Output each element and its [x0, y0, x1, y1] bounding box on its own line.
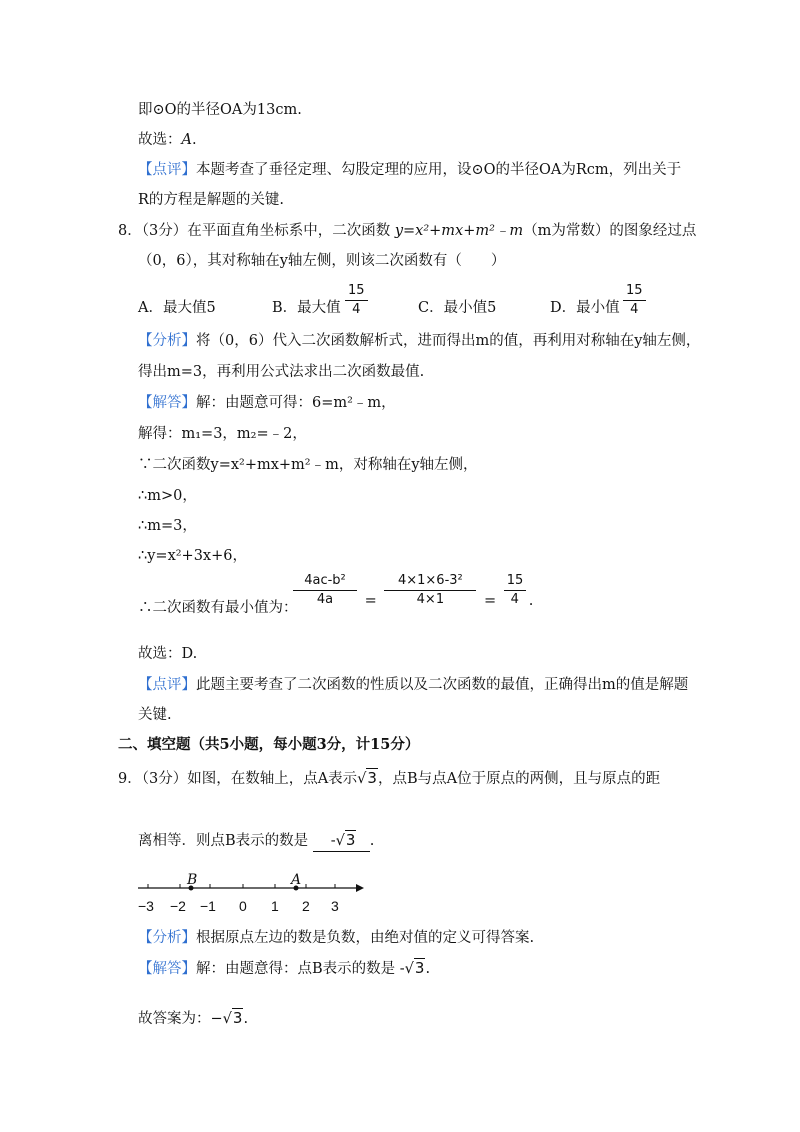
q8-formula: $\frac{\text{4ac-b²}}{4a}$ = $\frac{\text{4×1×6-3²}}{4\times 1}$ = $\frac{15}{4}$ . — [290, 572, 533, 609]
number-line-axis — [138, 878, 368, 898]
tick-label: −2 — [170, 898, 186, 914]
q8-option-a: A．最大值5 — [138, 300, 216, 316]
q8-answer-step: ∴m=3， — [138, 518, 197, 534]
comment-tag: 【点评】 — [138, 162, 196, 178]
q9-final: 故答案为：−√3. — [138, 1009, 249, 1027]
q8-comment-cont: 关键. — [138, 707, 172, 723]
tick-label: −3 — [138, 898, 154, 914]
q8-choice: 故选：D. — [138, 646, 198, 662]
q7-choice: 故选：A. — [138, 132, 197, 148]
tick-label: 0 — [239, 898, 247, 914]
sqrt-symbol: √3 — [357, 769, 377, 787]
tick-label: −1 — [200, 898, 216, 914]
q8-answer-step: ∴m>0， — [138, 488, 197, 504]
q8-option-c: C．最小值5 — [418, 300, 497, 316]
q8-option-b: B．最大值 $\frac{15}{4}$ — [272, 282, 341, 302]
tick-label: 3 — [331, 898, 339, 914]
q9-stem: 9．（3分）如图，在数轴上，点A表示√3，点B与点A位于原点的两侧，且与原点的距 — [118, 769, 661, 787]
q8-stem-cont: （0，6），其对称轴在y轴左侧，则该二次函数有（ ） — [138, 253, 506, 269]
q8-min-value-line: ∴二次函数有最小值为： — [138, 600, 298, 616]
q8-answer-step: ∵二次函数y=x²+mx+m²﹣m，对称轴在y轴左侧， — [138, 457, 478, 473]
q8-stem: 8．（3分）在平面直角坐标系中，二次函数 y=x²+mx+m²﹣m（m为常数）的图象经过点 — [118, 223, 697, 239]
tick-label: 2 — [302, 898, 310, 914]
point-b-label: B — [187, 872, 198, 888]
q8-answer-step: 解得：m₁=3，m₂=﹣2， — [138, 426, 307, 442]
q7-comment-cont: R的方程是解题的关键. — [138, 192, 285, 208]
q8-answer-step: ∴y=x²+3x+6， — [138, 548, 247, 564]
number-line — [138, 872, 368, 922]
q9-analysis: 【分析】根据原点左边的数是负数，由绝对值的定义可得答案. — [138, 930, 535, 946]
answer-blank: -√3 — [313, 830, 370, 852]
q9-stem-cont: 离相等．则点B表示的数是 -√3 . — [138, 830, 374, 852]
point-a-label: A — [291, 872, 302, 888]
q9-answer: 【解答】解：由题意得：点B表示的数是 -√3. — [138, 959, 431, 977]
section-title: 二、填空题（共5小题，每小题3分，计15分） — [118, 736, 420, 753]
q7-comment: 【点评】本题考查了垂径定理、勾股定理的应用，设⊙O的半径OA为Rcm，列出关于 — [138, 162, 682, 178]
q8-option-d: D．最小值 $\frac{15}{4}$ — [550, 282, 620, 302]
tick-label: 1 — [271, 898, 279, 914]
q8-analysis-cont: 得出m=3，再利用公式法求出二次函数最值. — [138, 364, 425, 380]
q8-answer: 【解答】解：由题意可得：6=m²﹣m， — [138, 395, 396, 411]
q8-comment: 【点评】此题主要考查了二次函数的性质以及二次函数的最值，正确得出m的值是解题 — [138, 677, 689, 693]
q7-radius-line: 即⊙O的半径OA为13cm. — [138, 102, 302, 118]
q8-analysis: 【分析】将（0，6）代入二次函数解析式，进而得出m的值，再利用对称轴在y轴左侧， — [138, 333, 701, 349]
